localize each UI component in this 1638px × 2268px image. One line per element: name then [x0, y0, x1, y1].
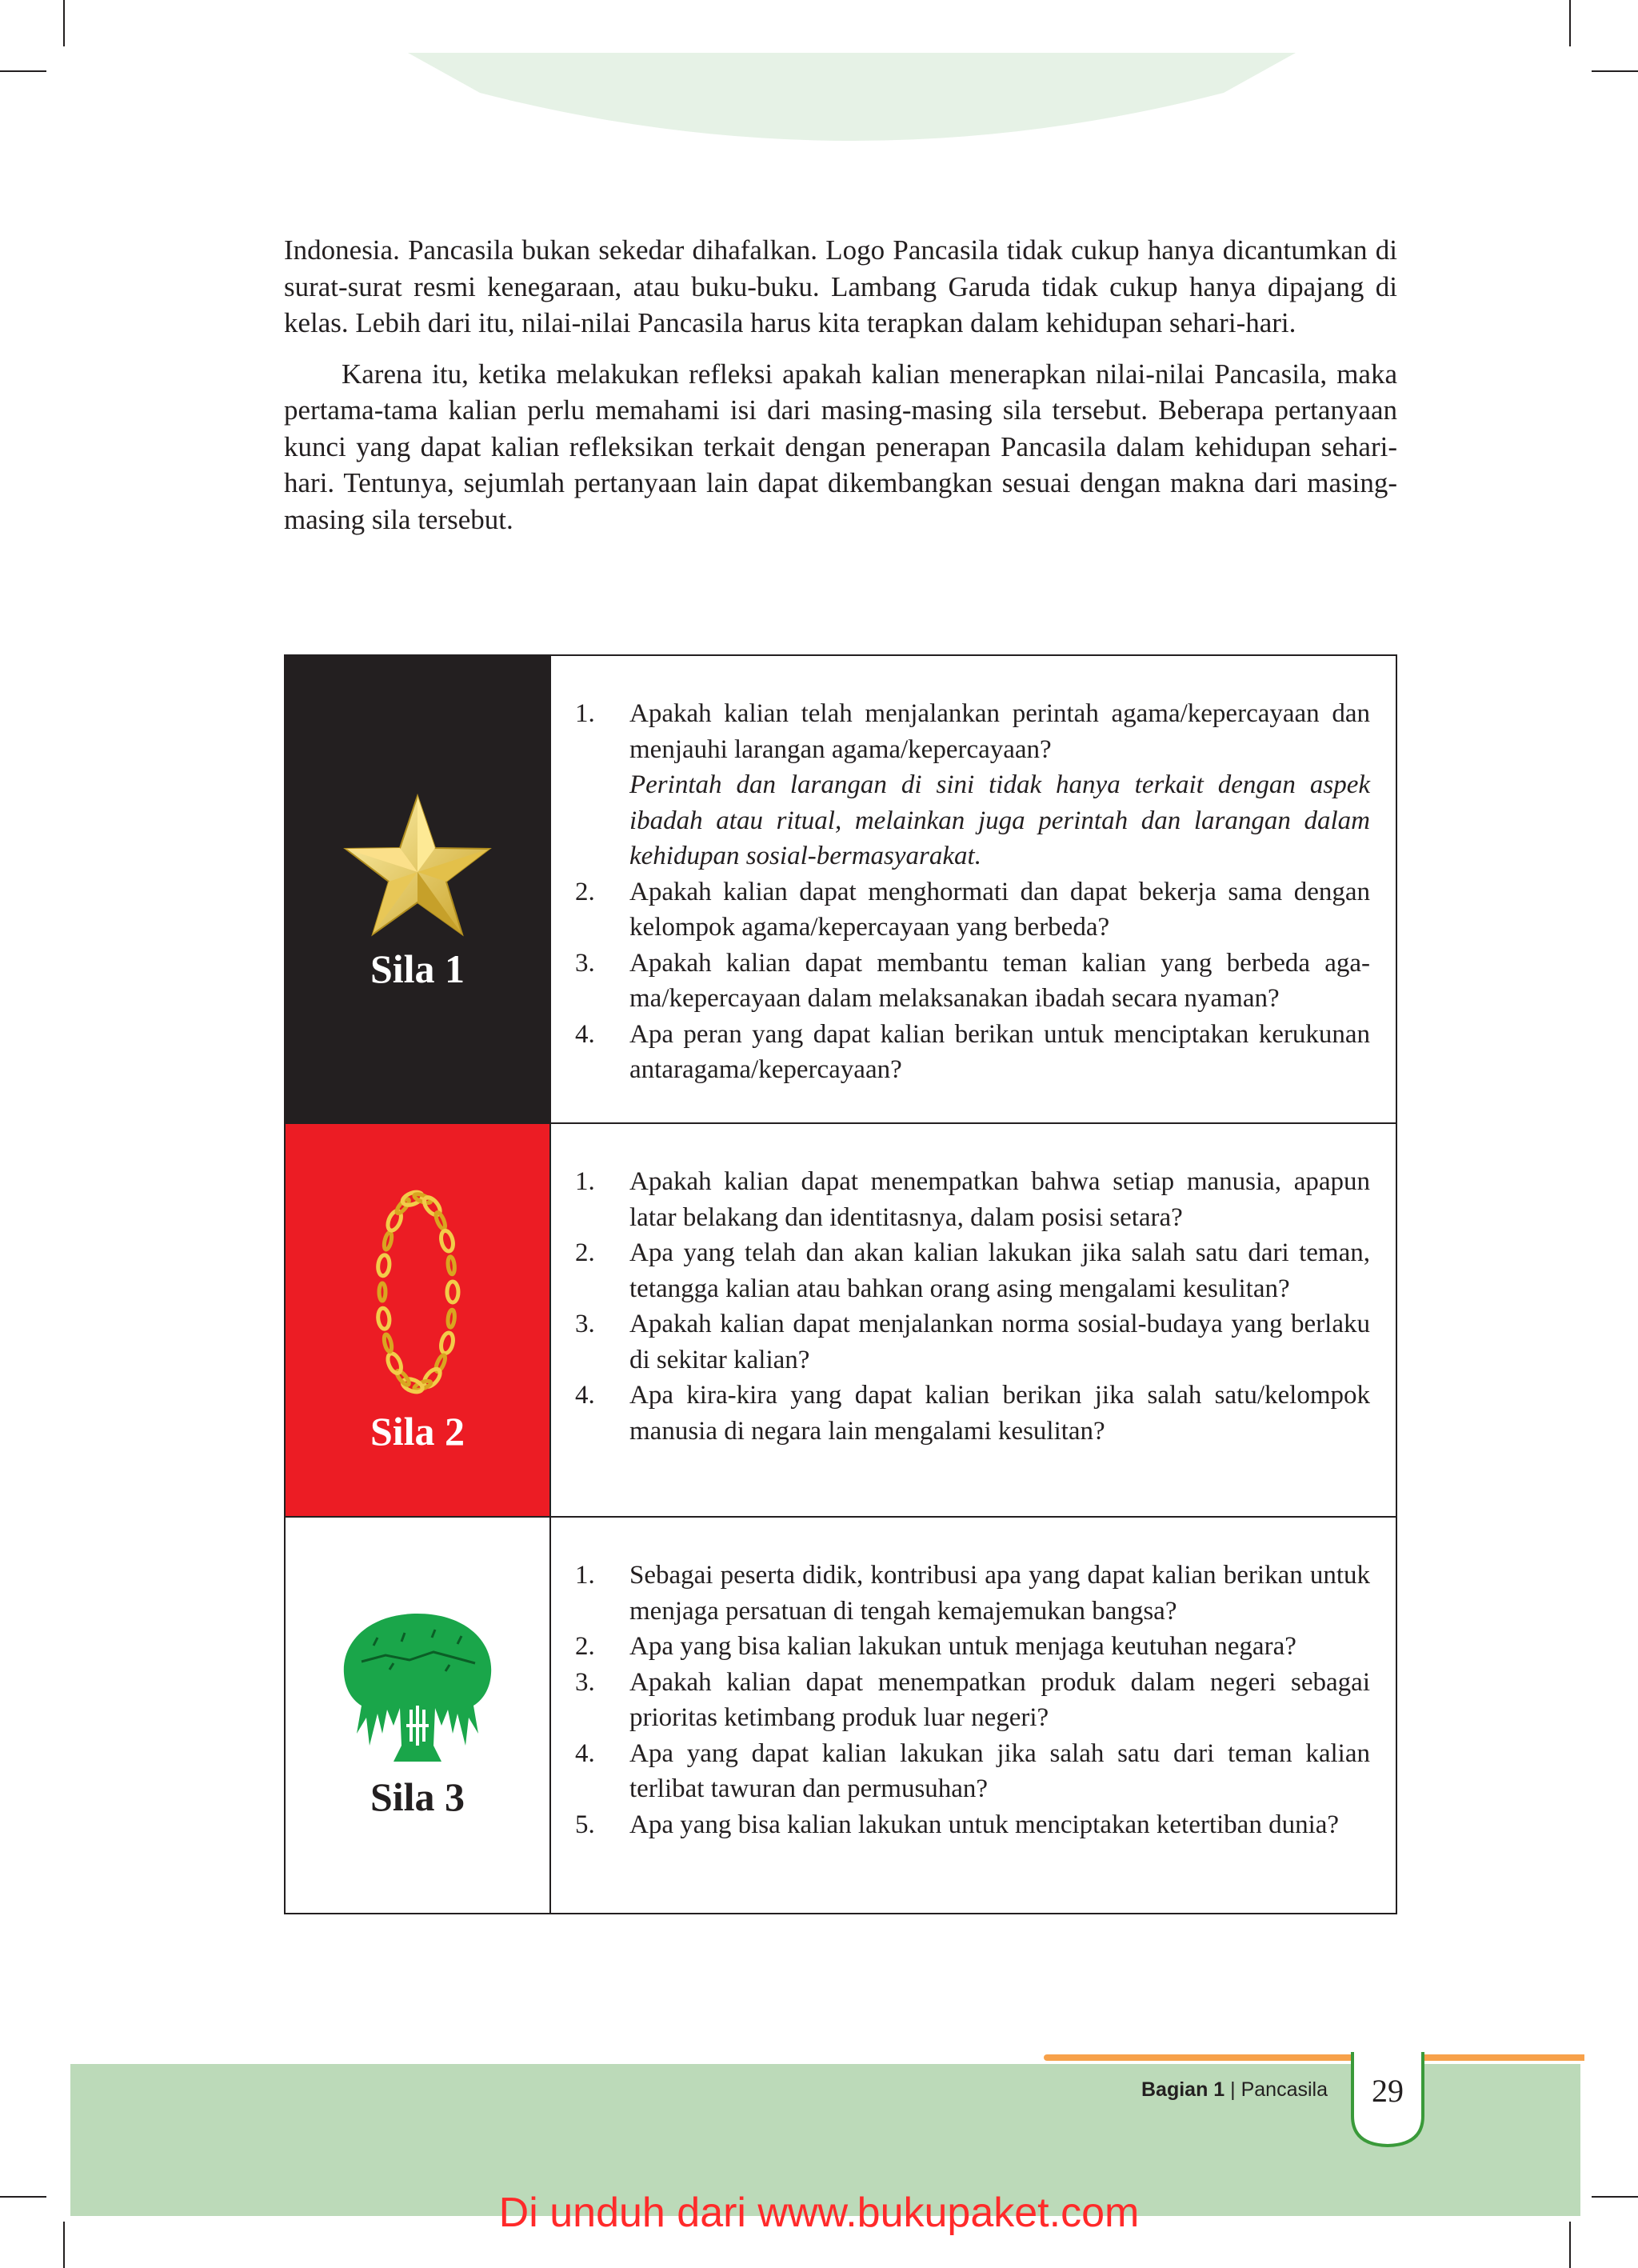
star-icon [338, 792, 497, 944]
chain-link [383, 1334, 394, 1352]
question-text: Apakah kalian dapat menempatkan bahwa setiap manusia, apapun latar belakang dan identitasnya, dalam posisi setara? [629, 1167, 1370, 1232]
table-row [285, 1123, 1396, 1517]
sila-label: Sila 3 [370, 1774, 465, 1819]
question-text: Apa yang bisa kalian lakukan untuk menciptakan ketertiban dunia? [629, 1810, 1340, 1839]
footer-section: Pancasila [1240, 2078, 1328, 2101]
chain-link [447, 1256, 455, 1274]
crop-mark [1569, 0, 1571, 46]
list-item [575, 1558, 1370, 1629]
banyan-tree-icon [338, 1606, 497, 1766]
sila-1-emblem-cell [285, 655, 550, 1123]
question-text: Apa yang dapat kalian lakukan jika salah satu dari teman kalian terlibat tawuran dan permusuhan? [629, 1738, 1370, 1803]
sila-1-questions [550, 655, 1396, 1123]
body-text [284, 232, 1397, 538]
list-item [575, 1164, 1370, 1235]
chain-link [386, 1351, 404, 1374]
chain-link [434, 1211, 447, 1230]
list-item [575, 1306, 1370, 1378]
item-number: 1. [575, 699, 595, 728]
list-item [575, 1629, 1370, 1665]
sila-3-questions [550, 1517, 1396, 1914]
page-number: 29 [1372, 2073, 1404, 2109]
list-item [575, 946, 1370, 1017]
question-text: Apakah kalian dapat menempatkan produk dalam negeri sebagai prioritas ketimbang produk luar negeri? [629, 1667, 1370, 1732]
list-item [575, 1017, 1370, 1088]
chain-link [383, 1232, 394, 1250]
crop-mark [63, 0, 65, 46]
list-item [575, 1665, 1370, 1736]
chain-icon [366, 1184, 469, 1400]
chain-link [377, 1254, 390, 1276]
chain-link [401, 1190, 424, 1207]
question-text: Sebagai peserta didik, kontribusi apa yang dapat kalian berikan untuk menjaga persatuan di tengah kemajemukan bangsa? [629, 1561, 1370, 1626]
item-number: 4. [575, 1019, 595, 1049]
paragraph: Karena itu, ketika melakukan refleksi apakah kalian menerapkan nilai-nilai Pancasila, maka pertama-tama kalian perlu memahami isi dari masing-masing sila tersebut. Beberapa pertanyaan kunci yang dapat kalian refleksikan terkait dengan penerapan Pancasila dalam kehidupan sehari-hari. Tentunya, sejumlah pertanyaan lain dapat dikembangkan sesuai dengan makna dari masing-masing sila tersebut. [284, 358, 1397, 535]
table-row [285, 655, 1396, 1123]
question-text: Apakah kalian dapat membantu teman kalian yang berbeda agama/kepercayaan dalam melaksanakan ibadah secara nyaman? [629, 948, 1370, 1013]
question-text: Apakah kalian telah menjalankan perintah agama/kepercayaan dan menjauhi larangan agama/kepercayaan? [629, 699, 1370, 764]
crop-mark [1592, 70, 1638, 72]
crop-mark [0, 70, 46, 72]
chain-link [379, 1283, 386, 1301]
question-text: Apa yang bisa kalian lakukan untuk menjaga keutuhan negara? [629, 1632, 1296, 1661]
chain-link [447, 1310, 455, 1328]
item-number: 2. [575, 877, 595, 906]
footer-separator: | [1225, 2078, 1241, 2101]
sila-label: Sila 2 [370, 1409, 465, 1454]
item-number: 1. [575, 1561, 595, 1590]
list-item [575, 1736, 1370, 1807]
footer-part: Bagian 1 [1141, 2078, 1225, 2101]
question-list [575, 1558, 1370, 1842]
question-text: Apa peran yang dapat kalian berikan untuk menciptakan kerukunan antaragama/kepercayaan? [629, 1019, 1370, 1084]
question-text: Apakah kalian dapat menghormati dan dapat bekerja sama dengan kelompok agama/kepercayaan yang berbeda? [629, 877, 1370, 942]
question-text: Apa kira-kira yang dapat kalian berikan jika salah satu/kelompok manusia di negara lain mengalami kesulitan? [629, 1381, 1370, 1446]
question-note: Perintah dan larangan di sini tidak hanya terkait dengan aspek ibadah atau ritual, melainkan juga perintah dan larangan dalam kehidupan sosial-bermasyarakat. [629, 770, 1370, 870]
sila-reflection-table [284, 654, 1397, 1914]
header-decoration [408, 53, 1296, 157]
item-number: 4. [575, 1738, 595, 1768]
item-number: 3. [575, 948, 595, 978]
list-item [575, 874, 1370, 946]
item-number: 5. [575, 1810, 595, 1839]
table-row [285, 1517, 1396, 1914]
sila-3-emblem-cell [285, 1517, 550, 1914]
item-number: 2. [575, 1632, 595, 1661]
question-list [575, 1164, 1370, 1449]
list-item [575, 1807, 1370, 1843]
item-number: 2. [575, 1238, 595, 1267]
item-number: 3. [575, 1667, 595, 1697]
item-number: 3. [575, 1310, 595, 1338]
chain-link [377, 1308, 390, 1330]
watermark-text: Di unduh dari www.bukupaket.com [498, 2190, 1140, 2236]
footer-accent-line [1044, 2054, 1584, 2061]
item-number: 4. [575, 1381, 595, 1410]
sila-label: Sila 1 [370, 946, 465, 991]
sila-2-questions [550, 1123, 1396, 1517]
chain-link [447, 1282, 458, 1302]
question-text: Apa yang telah dan akan kalian lakukan jika salah satu dari teman, tetangga kalian atau bahkan orang asing mengalami kesulitan? [629, 1238, 1370, 1303]
list-item [575, 1235, 1370, 1306]
list-item [575, 696, 1370, 874]
chain-link [439, 1230, 455, 1253]
sila-2-emblem-cell [285, 1123, 550, 1517]
list-item [575, 1378, 1370, 1449]
question-list [575, 696, 1370, 1088]
footer-section-label [1040, 2078, 1328, 2102]
chain-link [439, 1332, 455, 1355]
paragraph: Indonesia. Pancasila bukan sekedar dihafalkan. Logo Pancasila tidak cukup hanya dicantumkan di surat-surat resmi kenegaraan, atau buku-buku. Lambang Garuda tidak cukup hanya dipajang di kelas. Lebih dari itu, nilai-nilai Pancasila harus kita terapkan dalam kehidupan sehari-hari. [284, 234, 1397, 338]
question-text: Apakah kalian dapat menjalankan norma sosial-budaya yang berlaku di sekitar kalian? [629, 1310, 1370, 1374]
item-number: 1. [575, 1167, 595, 1196]
